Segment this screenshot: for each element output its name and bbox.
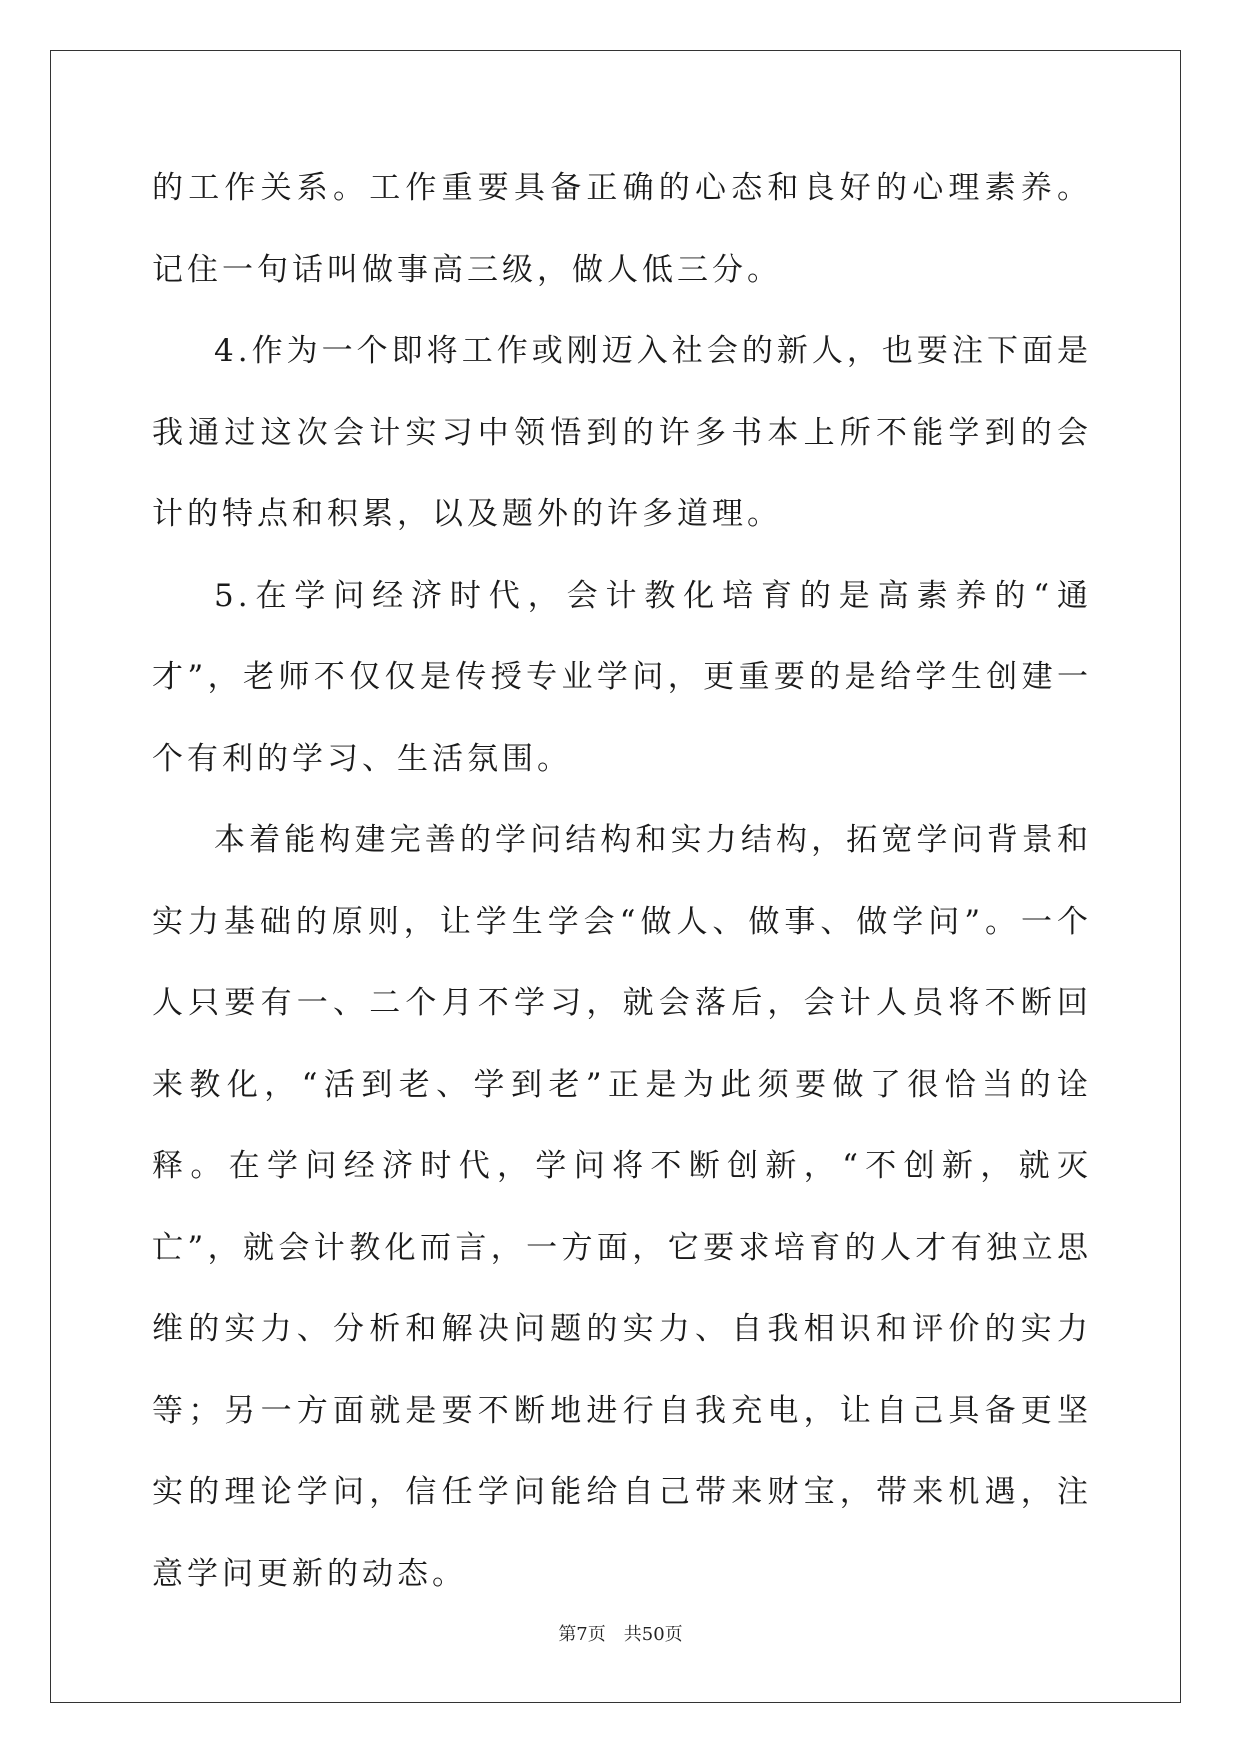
- paragraph-3: 5.在学问经济时代，会计教化培育的是高素养的“通才”，老师不仅仅是传授专业学问，更重要的是给学生创建一个有利的学习、生活氛围。: [152, 577, 1092, 777]
- document-body: [152, 148, 1092, 1615]
- page-number-footer: 第7页 共50页: [558, 1624, 683, 1645]
- paragraph-2: 4.作为一个即将工作或刚迈入社会的新人，也要注下面是我通过这次会计实习中领悟到的许多书本上所不能学到的会计的特点和积累，以及题外的许多道理。: [152, 333, 1092, 532]
- paragraph-4: 本着能构建完善的学问结构和实力结构，拓宽学问背景和实力基础的原则，让学生学会“做人、做事、做学问”。一个人只要有一、二个月不学习，就会落后，会计人员将不断回来教化，“活到老、学到老”正是为此须要做了很恰当的诠释。在学问经济时代，学问将不断创新，“不创新，就灭亡”，就会计教化而言，一方面，它要求培育的人才有独立思维的实力、分析和解决问题的实力、自我相识和评价的实力等；另一方面就是要不断地进行自我充电，让自己具备更坚实的理论学问，信任学问能给自己带来财宝，带来机遇，注意学问更新的动态。: [152, 822, 1092, 1592]
- paragraph-1: 的工作关系。工作重要具备正确的心态和良好的心理素养。记住一句话叫做事高三级，做人低三分。: [152, 170, 1092, 288]
